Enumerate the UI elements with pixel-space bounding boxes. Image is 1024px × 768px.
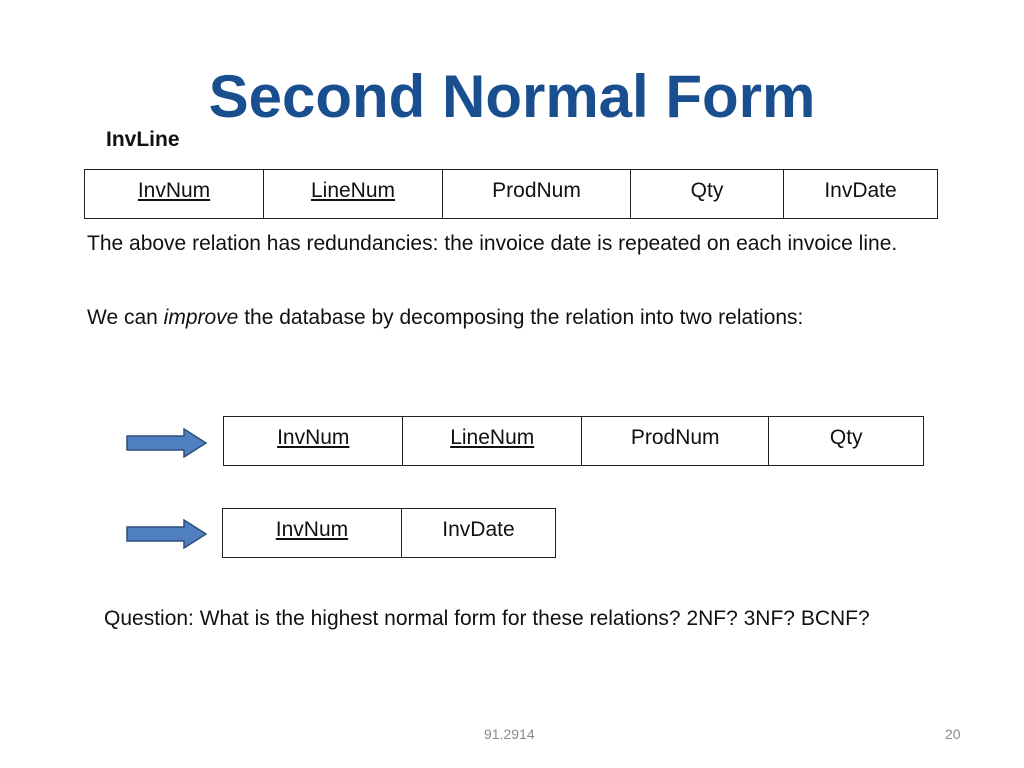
relation-invoice <box>222 508 556 558</box>
right-arrow-icon <box>126 428 208 458</box>
right-arrow-icon <box>126 519 208 549</box>
emphasis-text: improve <box>163 306 239 329</box>
relation-invline <box>84 169 938 219</box>
paragraph-text: the database by decomposing the relation into two relations: <box>238 306 804 329</box>
attribute-cell: InvDate <box>442 518 515 541</box>
attribute-cell: ProdNum <box>582 417 769 465</box>
attribute-cell: InvNum <box>224 417 403 465</box>
relation-name: InvLine <box>106 128 180 151</box>
attribute-cell: InvDate <box>824 179 897 202</box>
page-number: 20 <box>945 726 961 742</box>
attribute-cell: ProdNum <box>443 170 631 218</box>
paragraph-improve <box>87 303 957 332</box>
paragraph-text: We can <box>87 306 164 329</box>
attribute-cell: LineNum <box>264 170 443 218</box>
attribute-cell: InvNum <box>223 509 402 557</box>
paragraph-redundancy: The above relation has redundancies: the invoice date is repeated on each invoice line. <box>87 232 898 255</box>
attribute-cell: InvNum <box>85 170 264 218</box>
slide-title: Second Normal Form <box>208 63 816 130</box>
footer-course-code: 91.2914 <box>484 726 535 742</box>
attribute-cell: Qty <box>631 170 784 218</box>
question-text: Question: What is the highest normal form for these relations? 2NF? 3NF? BCNF? <box>104 607 870 630</box>
attribute-cell: Qty <box>829 426 863 449</box>
attribute-cell: LineNum <box>403 417 581 465</box>
relation-invline-decomposed <box>223 416 924 466</box>
